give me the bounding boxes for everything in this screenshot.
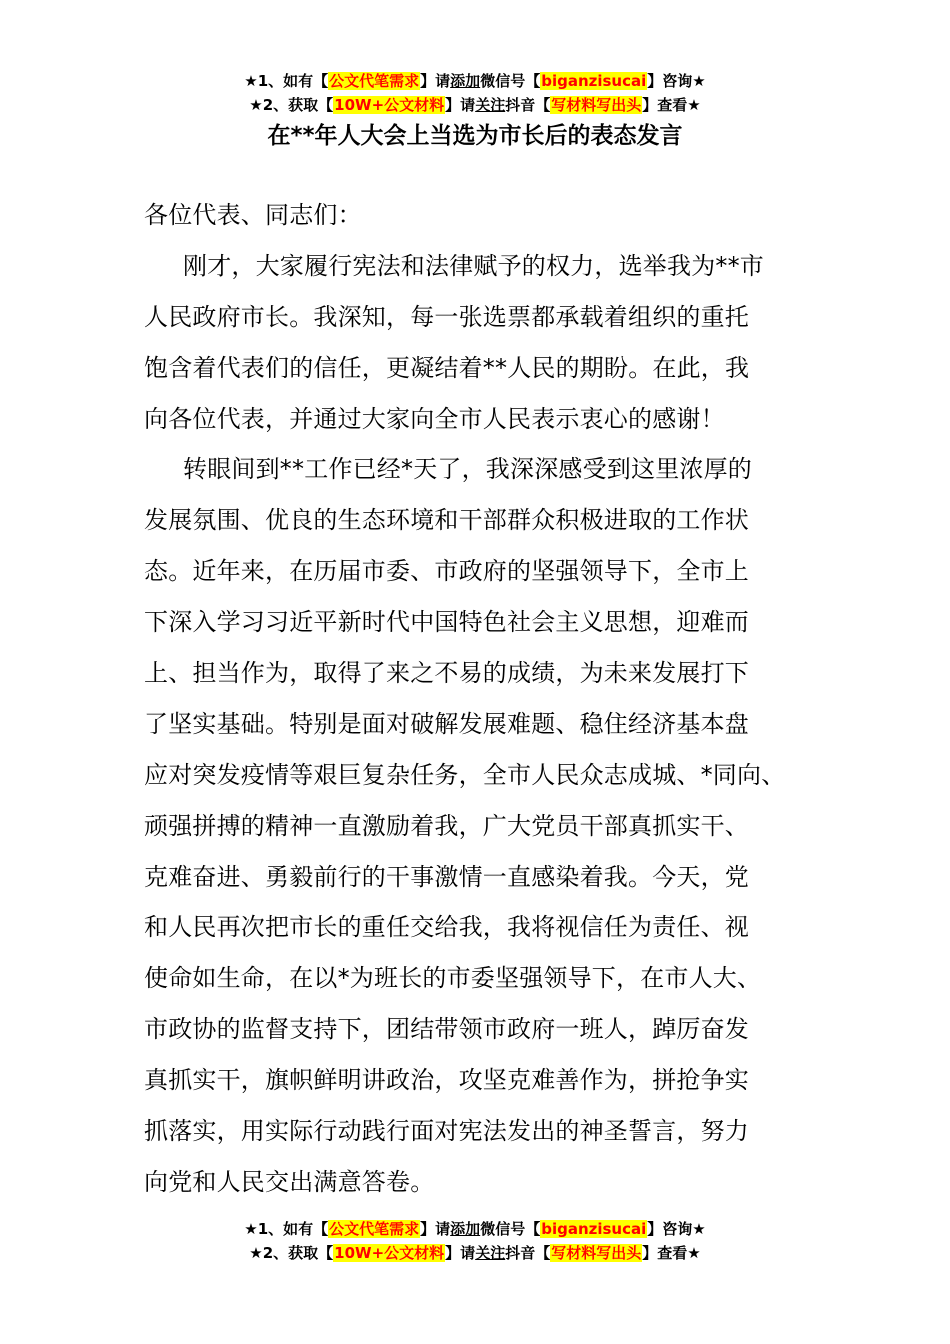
paragraph-line: 使命如生命，在以*为班长的市委坚强领导下，在市人大、 — [144, 964, 762, 993]
paragraph-line: 发展氛围、优良的生态环境和干部群众积极进取的工作状 — [144, 506, 749, 535]
star-icon: ★ — [692, 1220, 706, 1238]
paragraph-line: 抓落实，用实际行动践行面对宪法发出的神圣誓言，努力 — [144, 1117, 749, 1146]
star-icon: ★ — [692, 72, 706, 90]
highlight-text: 公文代笔需求 — [329, 72, 420, 90]
star-icon: ★ — [687, 96, 701, 114]
document-body — [144, 190, 844, 1208]
highlight-text: 10W+公文材料 — [334, 96, 445, 114]
douyin-id: 写材料写出头 — [551, 96, 642, 114]
paragraph-line: 人民政府市长。我深知，每一张选票都承载着组织的重托 — [144, 302, 749, 331]
paragraph-line: 真抓实干，旗帜鲜明讲政治，攻坚克难善作为，拼抢争实 — [144, 1066, 749, 1095]
salutation: 各位代表、同志们： — [144, 201, 362, 229]
star-icon: ★ — [249, 96, 263, 114]
star-icon: ★ — [249, 1244, 263, 1262]
promo-line-1-top: ★1、如有【公文代笔需求】请添加微信号【biganzisucai】咨询★ — [244, 72, 706, 90]
paragraph-line: 刚才，大家履行宪法和法律赋予的权力，选举我为**市 — [183, 251, 764, 280]
star-icon: ★ — [244, 1220, 258, 1238]
paragraph-line: 向各位代表，并通过大家向全市人民表示衷心的感谢！ — [144, 404, 725, 433]
highlight-text: 10W+公文材料 — [334, 1244, 445, 1262]
paragraph-line: 顽强拼搏的精神一直激励着我，广大党员干部真抓实干、 — [144, 811, 749, 840]
wechat-id: biganzisucai — [541, 1220, 647, 1238]
document-title: 在**年人大会上当选为市长后的表态发言 — [267, 123, 683, 149]
paragraph-line: 克难奋进、勇毅前行的干事激情一直感染着我。今天，党 — [144, 862, 749, 891]
promo-line-2-bottom: ★2、获取【10W+公文材料】请关注抖音【写材料写出头】查看★ — [249, 1244, 701, 1262]
paragraph-line: 应对突发疫情等艰巨复杂任务，全市人民众志成城、*同向、 — [144, 760, 786, 789]
promo-line-2-top: ★2、获取【10W+公文材料】请关注抖音【写材料写出头】查看★ — [249, 96, 701, 114]
paragraph-line: 饱含着代表们的信任，更凝结着**人民的期盼。在此，我 — [144, 353, 750, 382]
star-icon: ★ — [687, 1244, 701, 1262]
star-icon: ★ — [244, 72, 258, 90]
paragraph-line: 和人民再次把市长的重任交给我，我将视信任为责任、视 — [144, 913, 749, 942]
paragraph-line: 转眼间到**工作已经*天了，我深深感受到这里浓厚的 — [183, 455, 752, 484]
promo-line-1-bottom: ★1、如有【公文代笔需求】请添加微信号【biganzisucai】咨询★ — [244, 1220, 706, 1238]
douyin-id: 写材料写出头 — [551, 1244, 642, 1262]
paragraph-line: 了坚实基础。特别是面对破解发展难题、稳住经济基本盘 — [144, 709, 749, 738]
wechat-id: biganzisucai — [541, 72, 647, 90]
paragraph-line: 下深入学习习近平新时代中国特色社会主义思想，迎难而 — [144, 608, 749, 637]
paragraph-line: 向党和人民交出满意答卷。 — [144, 1167, 435, 1196]
paragraph-line: 态。近年来，在历届市委、市政府的坚强领导下，全市上 — [144, 557, 749, 586]
highlight-text: 公文代笔需求 — [329, 1220, 420, 1238]
paragraph-line: 市政协的监督支持下，团结带领市政府一班人，踔厉奋发 — [144, 1015, 749, 1044]
paragraph-line: 上、担当作为，取得了来之不易的成绩，为未来发展打下 — [144, 659, 749, 688]
